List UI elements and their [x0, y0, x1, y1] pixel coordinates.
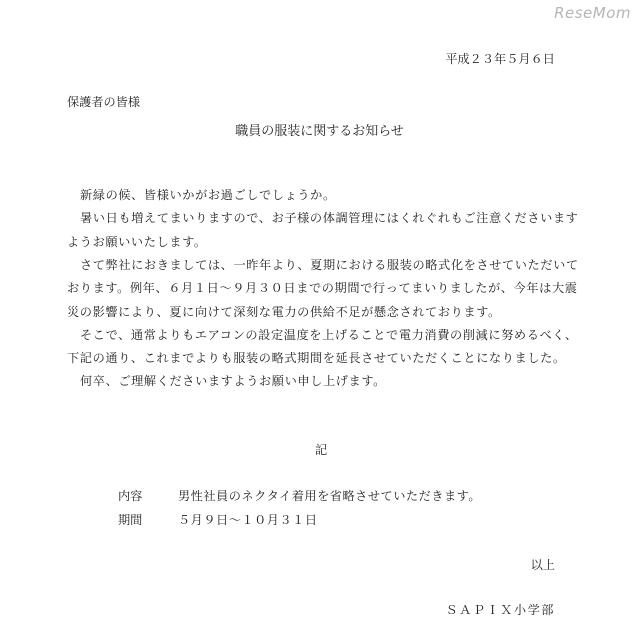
watermark-logo: ReseMom	[554, 4, 631, 22]
body-line: おります。例年、６月１日～９月３０日までの期間で行ってまいりましたが、今年は大震	[67, 281, 578, 296]
document-date: 平成２３年５月６日	[445, 52, 555, 66]
document-title: 職員の服装に関するお知らせ	[235, 124, 404, 139]
body-line: そこで、通常よりもエアコンの設定温度を上げることで電力消費の削減に努めるべく、	[80, 327, 578, 342]
body-line: 下記の通り、これまでよりも服装の略式期間を延長させていただくことになりました。	[67, 351, 566, 366]
body-line: 災の影響により、夏に向けて深刻な電力の供給不足が懸念されております。	[67, 304, 501, 319]
detail-label-period: 期間	[118, 513, 143, 527]
detail-label-content: 内容	[118, 489, 143, 503]
detail-value-period: ５月９日～１０月３１日	[178, 513, 318, 527]
closing-text: 以上	[530, 558, 555, 572]
addressee: 保護者の皆様	[67, 95, 141, 109]
body-line: 新緑の候、皆様いかがお過ごしでしょうか。	[80, 188, 336, 202]
body-line: 何卒、ご理解くださいますようお願い申し上げます。	[80, 374, 386, 389]
sender-name: ＳＡＰＩＸ小学部	[445, 603, 555, 617]
body-line: さて弊社におきましては、一昨年より、夏期における服装の略式化をさせていただいて	[80, 257, 579, 272]
detail-value-content: 男性社員のネクタイ着用を省略させていただきます。	[178, 489, 482, 503]
body-line: ようお願いいたします。	[67, 234, 207, 249]
body-line: 暑い日も増えてまいりますので、お子様の体調管理にはくれぐれもご注意くださいます	[80, 211, 579, 226]
ki-heading: 記	[315, 443, 328, 457]
